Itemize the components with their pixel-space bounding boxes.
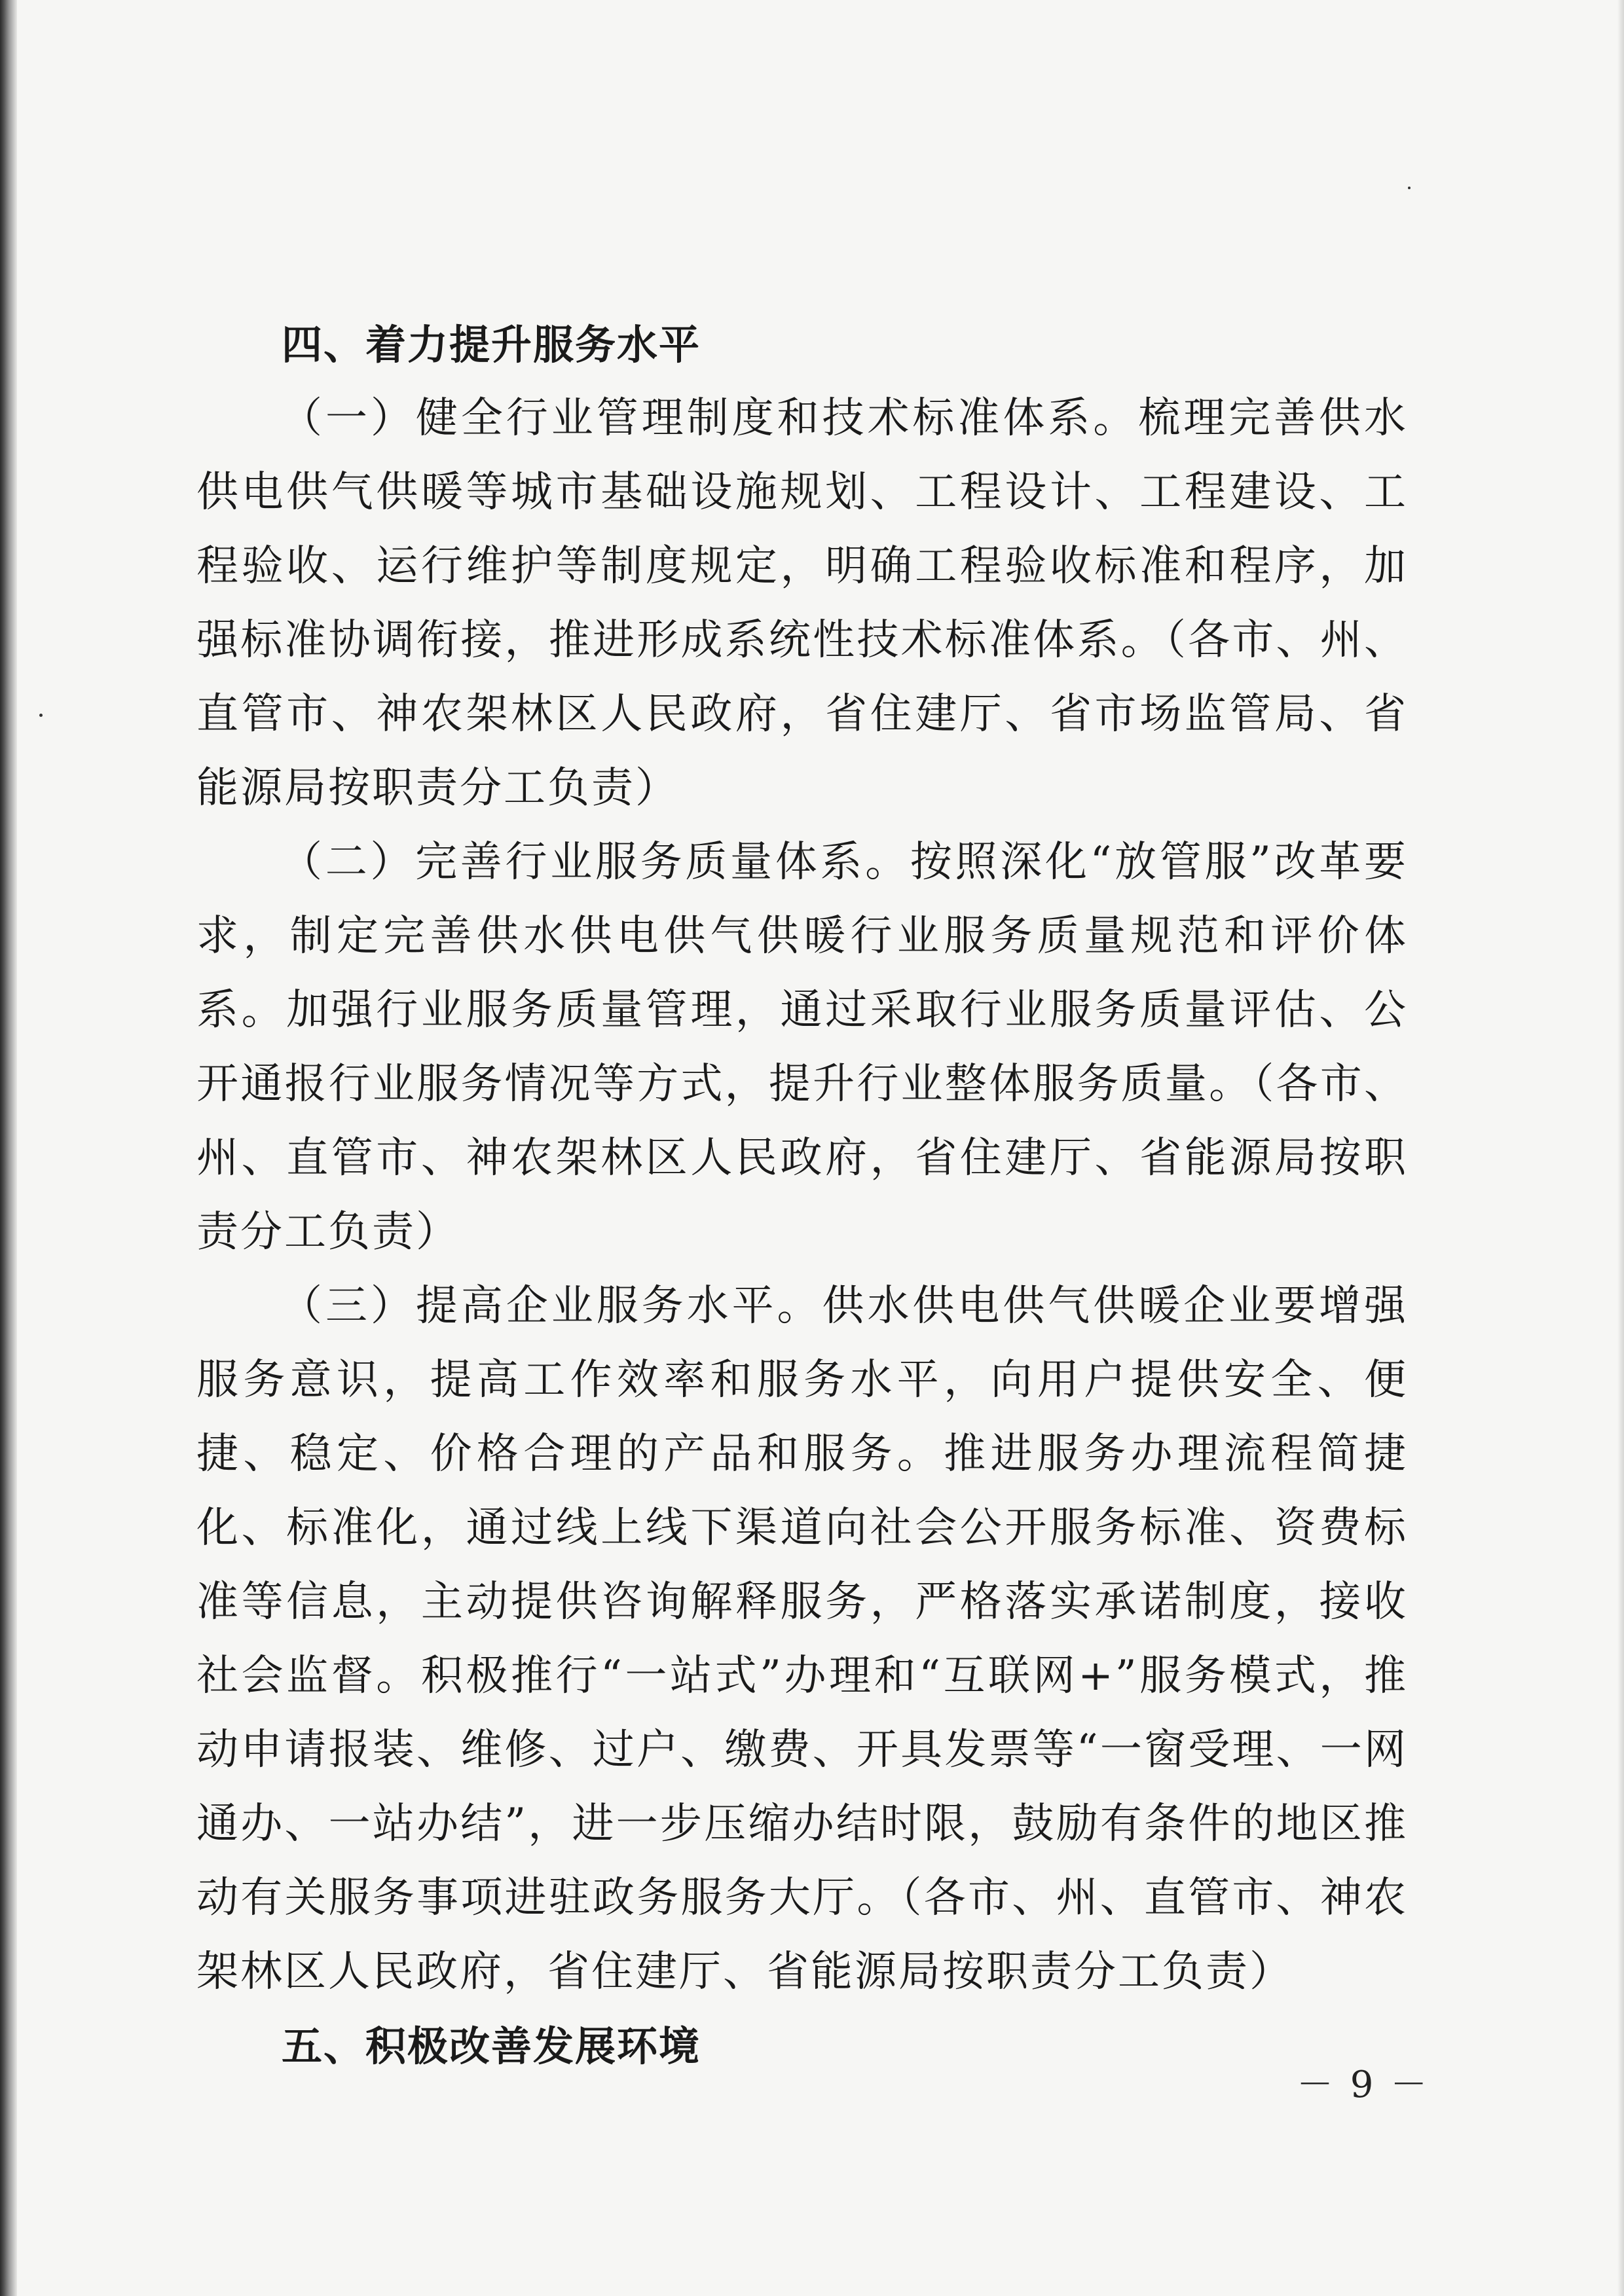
paragraph-1: （一）健全行业管理制度和技术标准体系。梳理完善供水供电供气供暖等城市基础设施规划、工程设计、工程建设、工程验收、运行维护等制度规定，明确工程验收标准和程序，加强标准协调衔接，推进形成系统性技术标准体系。（各市、州、直管市、神农架林区人民政府，省住建厅、省市场监管局、省能源局按职责分工负责）	[196, 394, 1408, 812]
scan-shadow-left	[0, 0, 17, 2296]
scan-speck	[1408, 187, 1411, 189]
page-number: － 9 －	[1297, 2064, 1430, 2106]
scan-shadow-right	[1617, 0, 1624, 2296]
scan-speck	[39, 714, 43, 717]
paragraph-2: （二）完善行业服务质量体系。按照深化“放管服”改革要求，制定完善供水供电供气供暖行业服务质量规范和评价体系。加强行业服务质量管理，通过采取行业服务质量评估、公开通报行业服务情况等方式，提升行业整体服务质量。（各市、州、直管市、神农架林区人民政府，省住建厅、省能源局按职责分工负责）	[196, 838, 1408, 1256]
section-heading-5: 五、积极改善发展环境	[282, 2022, 701, 2070]
document-body	[196, 308, 1408, 2083]
section-heading-4: 四、着力提升服务水平	[282, 321, 701, 369]
paragraph-3: （三）提高企业服务水平。供水供电供气供暖企业要增强服务意识，提高工作效率和服务水平，向用户提供安全、便捷、稳定、价格合理的产品和服务。推进服务办理流程简捷化、标准化，通过线上线下渠道向社会公开服务标准、资费标准等信息，主动提供咨询解释服务，严格落实承诺制度，接收社会监督。积极推行“一站式”办理和“互联网+”服务模式，推动申请报装、维修、过户、缴费、开具发票等“一窗受理、一网通办、一站办结”，进一步压缩办结时限，鼓励有条件的地区推动有关服务事项进驻政务服务大厅。（各市、州、直管市、神农架林区人民政府，省住建厅、省能源局按职责分工负责）	[196, 1282, 1408, 1996]
